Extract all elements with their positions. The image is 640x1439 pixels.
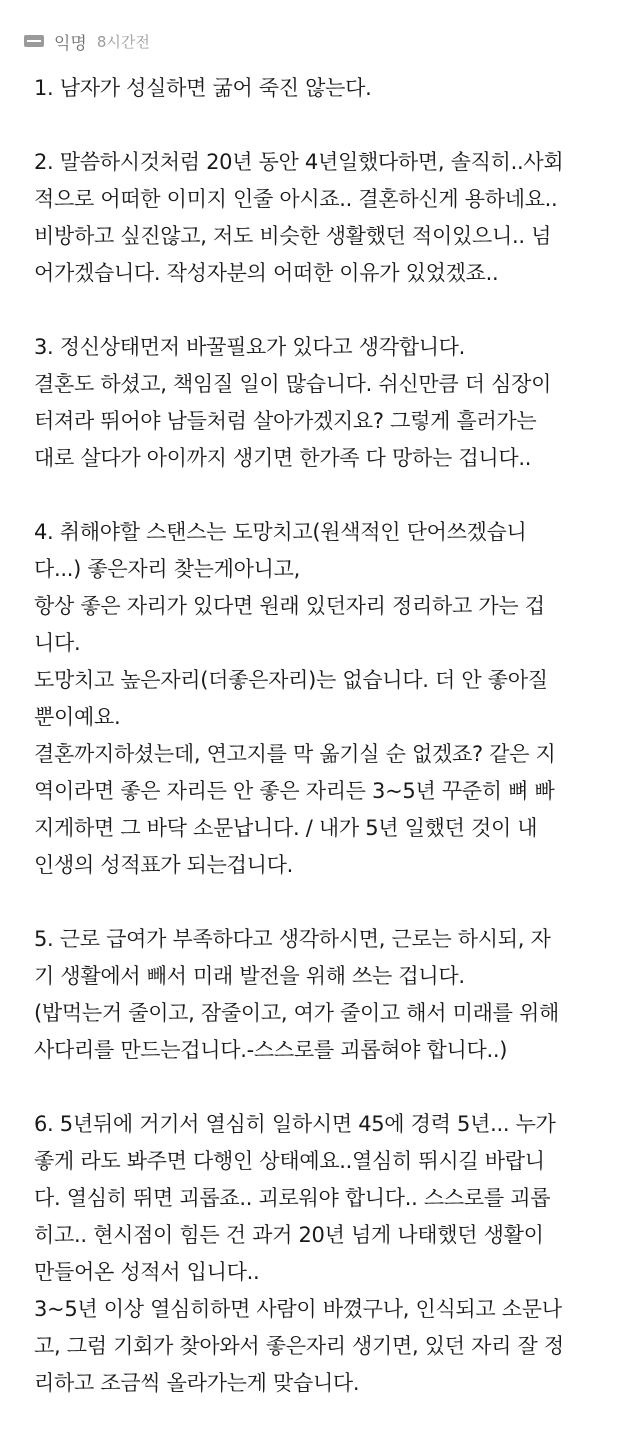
text-line: 리하고 조금씩 올라가는게 맞습니다.: [34, 1371, 360, 1395]
text-line: 1. 남자가 성실하면 굶어 죽진 않는다.: [34, 76, 372, 100]
text-line: 도망치고 높은자리(더좋은자리)는 없습니다. 더 안 좋아질: [34, 668, 548, 692]
paragraph-1: [34, 70, 624, 107]
text-line: 결혼까지하셨는데, 연고지를 막 옮기실 순 없겠죠? 같은 지: [34, 742, 556, 766]
text-line: 니다.: [34, 631, 81, 655]
text-line: 인생의 성적표가 되는겁니다.: [34, 853, 293, 877]
profile-bar-icon: [24, 35, 44, 47]
text-line: 다...) 좋은자리 찾는게아니고,: [34, 557, 300, 581]
text-line: (밥먹는거 줄이고, 잠줄이고, 여가 줄이고 해서 미래를 위해: [34, 1001, 559, 1025]
text-line: 3~5년 이상 열심히하면 사람이 바꼈구나, 인식되고 소문나: [34, 1297, 562, 1321]
text-line: 히고.. 현시점이 힘든 건 과거 20년 넘게 나태했던 생활이: [34, 1223, 544, 1247]
author-name[interactable]: 익명: [54, 33, 87, 54]
text-line: 항상 좋은 자리가 있다면 원래 있던자리 정리하고 가는 겁: [34, 594, 545, 618]
text-line: 4. 취해야할 스탠스는 도망치고(원색적인 단어쓰겠습니: [34, 520, 527, 544]
text-line: 지게하면 그 바닥 소문납니다. / 내가 5년 일했던 것이 내: [34, 816, 538, 840]
text-line: 6. 5년뒤에 거기서 열심히 일하시면 45에 경력 5년... 누가: [34, 1112, 556, 1136]
text-line: 좋게 라도 봐주면 다행인 상태예요..열심히 뛰시길 바랍니: [34, 1149, 545, 1173]
text-line: 어가겠습니다. 작성자분의 어떠한 이유가 있었겠죠..: [34, 261, 499, 285]
text-line: 만들어온 성적서 입니다..: [34, 1260, 260, 1284]
text-line: 역이라면 좋은 자리든 안 좋은 자리든 3~5년 꾸준히 뼈 빠: [34, 779, 555, 803]
text-line: 결혼도 하셨고, 책임질 일이 많습니다. 쉬신만큼 더 심장이: [34, 372, 552, 396]
text-line: 대로 살다가 아이까지 생기면 한가족 다 망하는 겁니다..: [34, 446, 532, 470]
text-line: 적으로 어떠한 이미지 인줄 아시죠.. 결혼하신게 용하네요..: [34, 187, 558, 211]
paragraph-6: [34, 1106, 624, 1402]
paragraph-2: [34, 144, 624, 292]
text-line: 고, 그럼 기회가 찾아와서 좋은자리 생기면, 있던 자리 잘 정: [34, 1334, 564, 1358]
paragraph-4: [34, 514, 624, 884]
text-line: 2. 말씀하시것처럼 20년 동안 4년일했다하면, 솔직히..사회: [34, 150, 564, 174]
paragraph-5: [34, 921, 624, 1069]
text-line: 뿐이예요.: [34, 705, 121, 729]
post-header: [24, 28, 150, 54]
paragraph-3: [34, 329, 624, 477]
post-time: 8시간전: [96, 32, 150, 51]
text-line: 5. 근로 급여가 부족하다고 생각하시면, 근로는 하시되, 자: [34, 927, 551, 951]
text-line: 비방하고 싶진않고, 저도 비슷한 생활했던 적이있으니.. 넘: [34, 224, 552, 248]
text-line: 기 생활에서 빼서 미래 발전을 위해 쓰는 겁니다.: [34, 964, 465, 988]
text-line: 3. 정신상태먼저 바꿀필요가 있다고 생각합니다.: [34, 335, 466, 359]
text-line: 터져라 뛰어야 남들처럼 살아가겠지요? 그렇게 흘러가는: [34, 409, 537, 433]
text-line: 다. 열심히 뛰면 괴롭죠.. 괴로워야 합니다.. 스스로를 괴롭: [34, 1186, 551, 1210]
text-line: 사다리를 만드는겁니다.-스스로를 괴롭혀야 합니다..): [34, 1038, 508, 1062]
post-body: [34, 70, 624, 1439]
